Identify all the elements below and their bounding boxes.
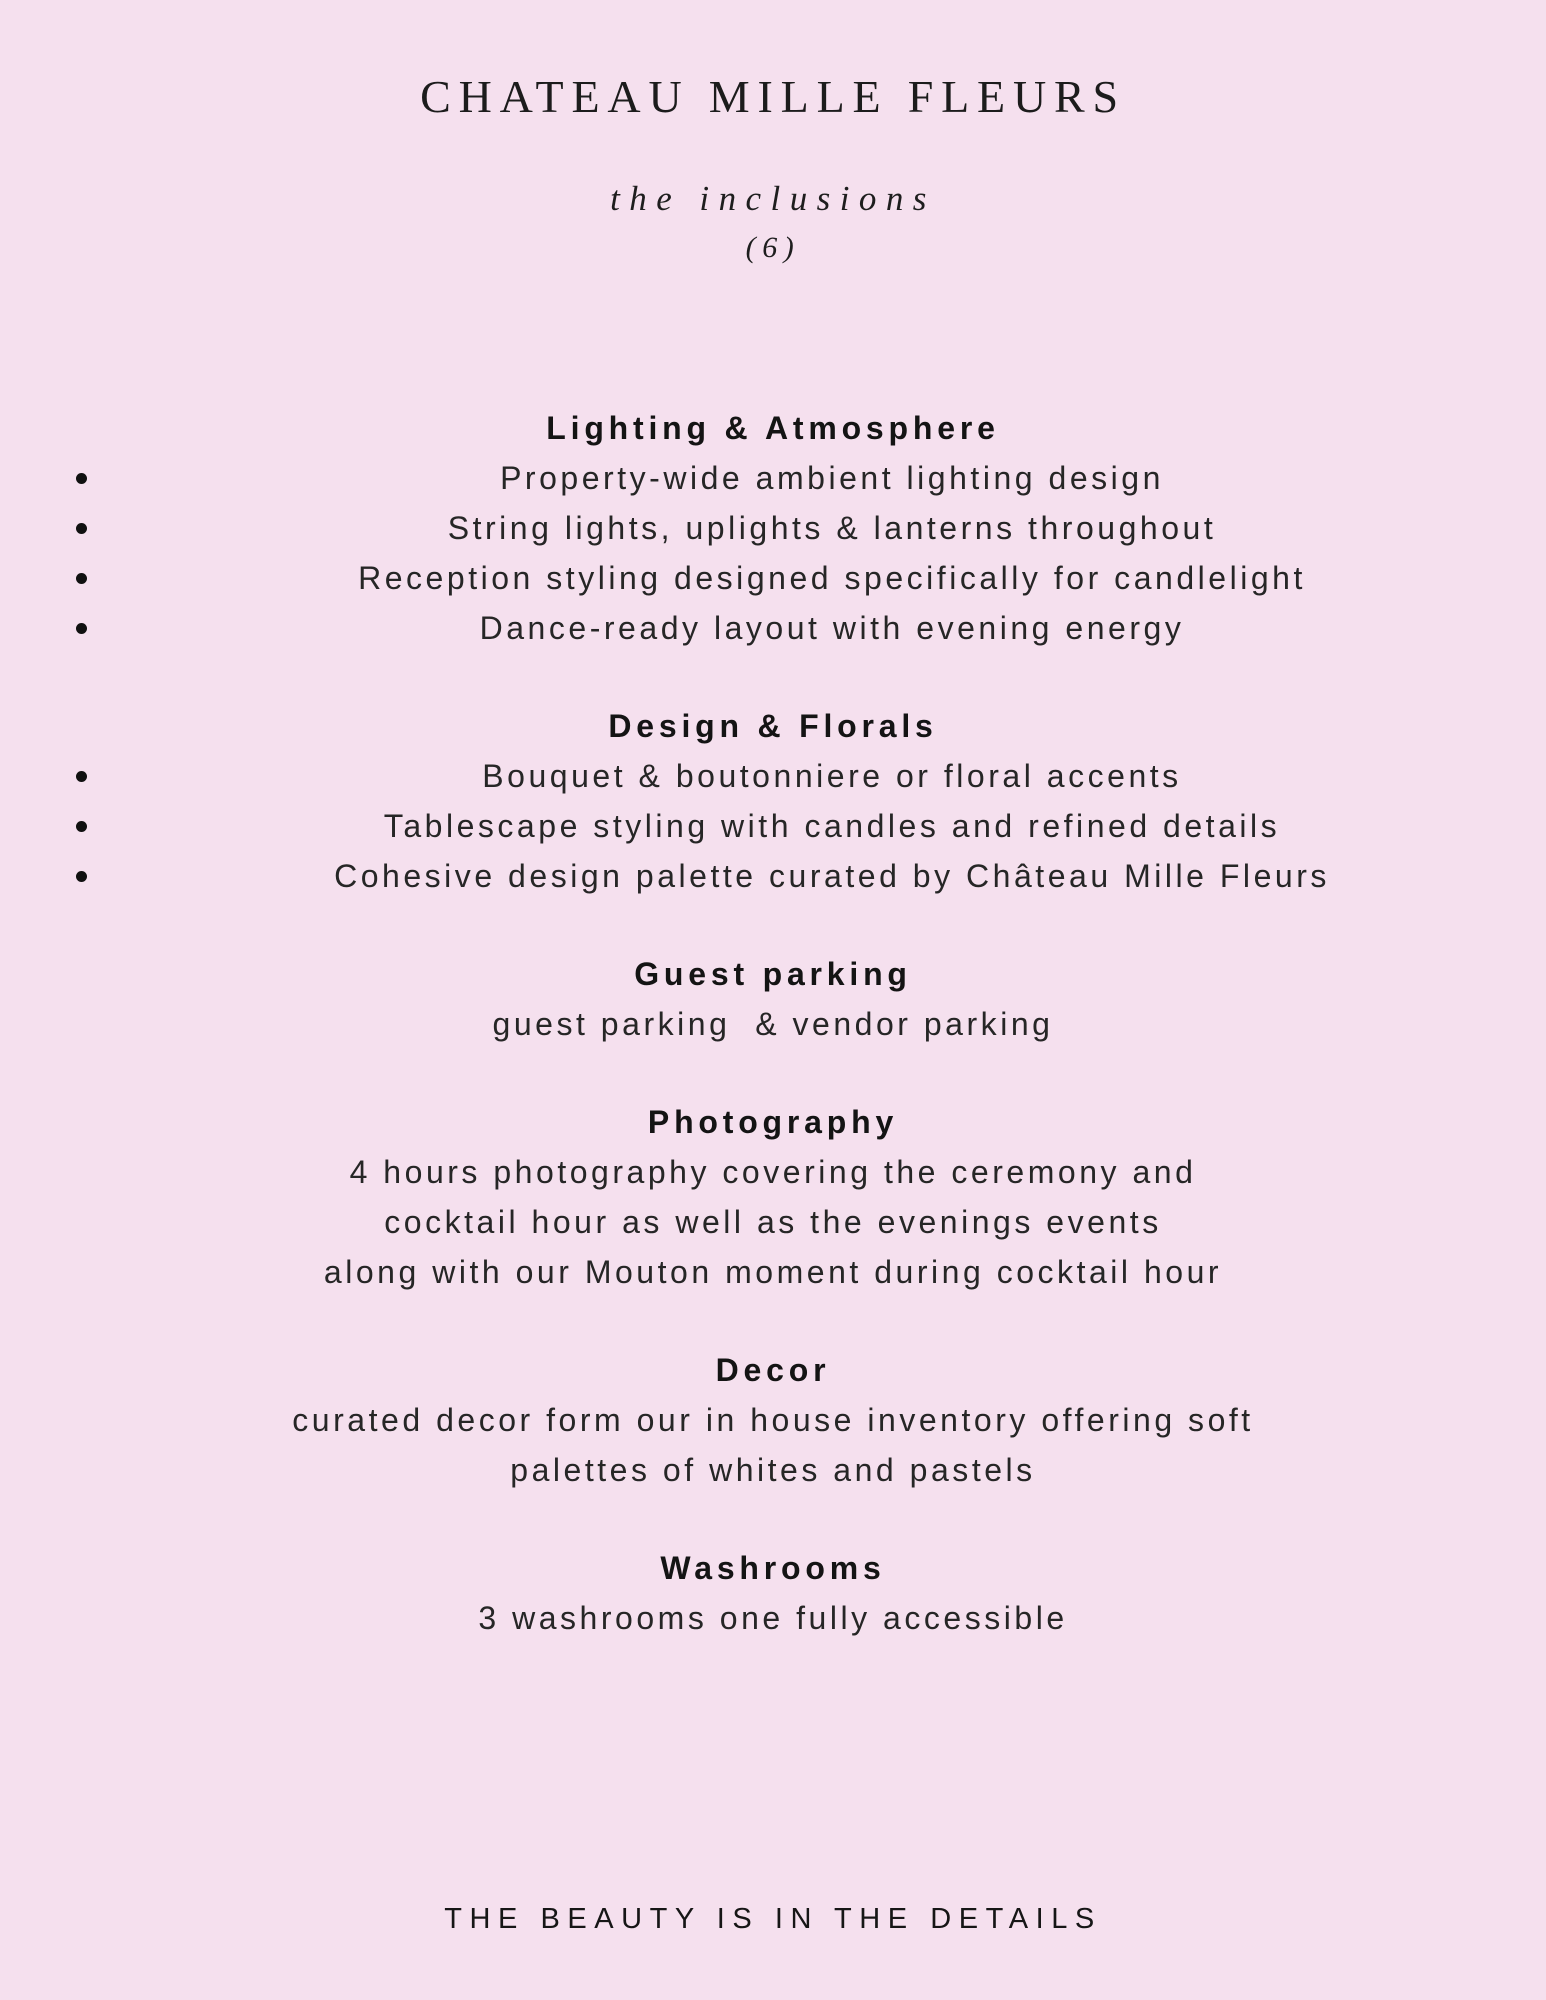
section-lighting-atmosphere	[0, 403, 1546, 653]
body-line: curated decor form our in house inventory offering soft	[292, 1402, 1254, 1438]
list-item-text: Dance-ready layout with evening energy	[479, 610, 1185, 646]
sections-container	[0, 403, 1546, 1643]
body-line: guest parking & vendor parking	[492, 1006, 1054, 1042]
list-item	[118, 851, 1546, 901]
section-design-florals	[0, 701, 1546, 901]
bullet-icon	[76, 523, 87, 534]
list-item-text: Tablescape styling with candles and refined details	[383, 808, 1281, 844]
section-heading: Lighting & Atmosphere	[546, 410, 1000, 446]
section-heading: Washrooms	[660, 1550, 886, 1586]
page-subtitle: the inclusions	[610, 179, 936, 218]
bullet-icon	[76, 871, 87, 882]
list-item-text: Cohesive design palette curated by Château Mille Fleurs	[334, 858, 1330, 894]
list-item-text: String lights, uplights & lanterns throughout	[447, 510, 1217, 546]
footer-tagline: THE BEAUTY IS IN THE DETAILS	[444, 1903, 1102, 1935]
list-item-text: Reception styling designed specifically for candlelight	[358, 560, 1306, 596]
bullet-icon	[76, 573, 87, 584]
section-photography	[0, 1097, 1546, 1297]
body-line: cocktail hour as well as the evenings events	[384, 1204, 1162, 1240]
bullet-list	[0, 453, 1546, 653]
body-line: along with our Mouton moment during cocktail hour	[323, 1254, 1223, 1290]
list-item	[118, 503, 1546, 553]
page-number: (6)	[745, 231, 801, 264]
bullet-icon	[76, 821, 87, 832]
section-heading: Decor	[715, 1352, 831, 1388]
bullet-list	[0, 751, 1546, 901]
bullet-icon	[76, 771, 87, 782]
section-heading: Photography	[647, 1104, 899, 1140]
section-washrooms	[0, 1543, 1546, 1643]
section-decor	[0, 1345, 1546, 1495]
list-item	[118, 751, 1546, 801]
body-line: 4 hours photography covering the ceremony and	[349, 1154, 1197, 1190]
body-line: 3 washrooms one fully accessible	[478, 1600, 1068, 1636]
list-item	[118, 603, 1546, 653]
bullet-icon	[76, 473, 87, 484]
page-title: CHATEAU MILLE FLEURS	[420, 71, 1126, 122]
list-item	[118, 453, 1546, 503]
section-guest-parking	[0, 949, 1546, 1049]
list-item	[118, 801, 1546, 851]
bullet-icon	[76, 623, 87, 634]
list-item-text: Bouquet & boutonniere or floral accents	[482, 758, 1182, 794]
section-heading: Design & Florals	[608, 708, 938, 744]
body-line: palettes of whites and pastels	[510, 1452, 1036, 1488]
section-heading: Guest parking	[634, 956, 912, 992]
list-item	[118, 553, 1546, 603]
list-item-text: Property-wide ambient lighting design	[500, 460, 1164, 496]
